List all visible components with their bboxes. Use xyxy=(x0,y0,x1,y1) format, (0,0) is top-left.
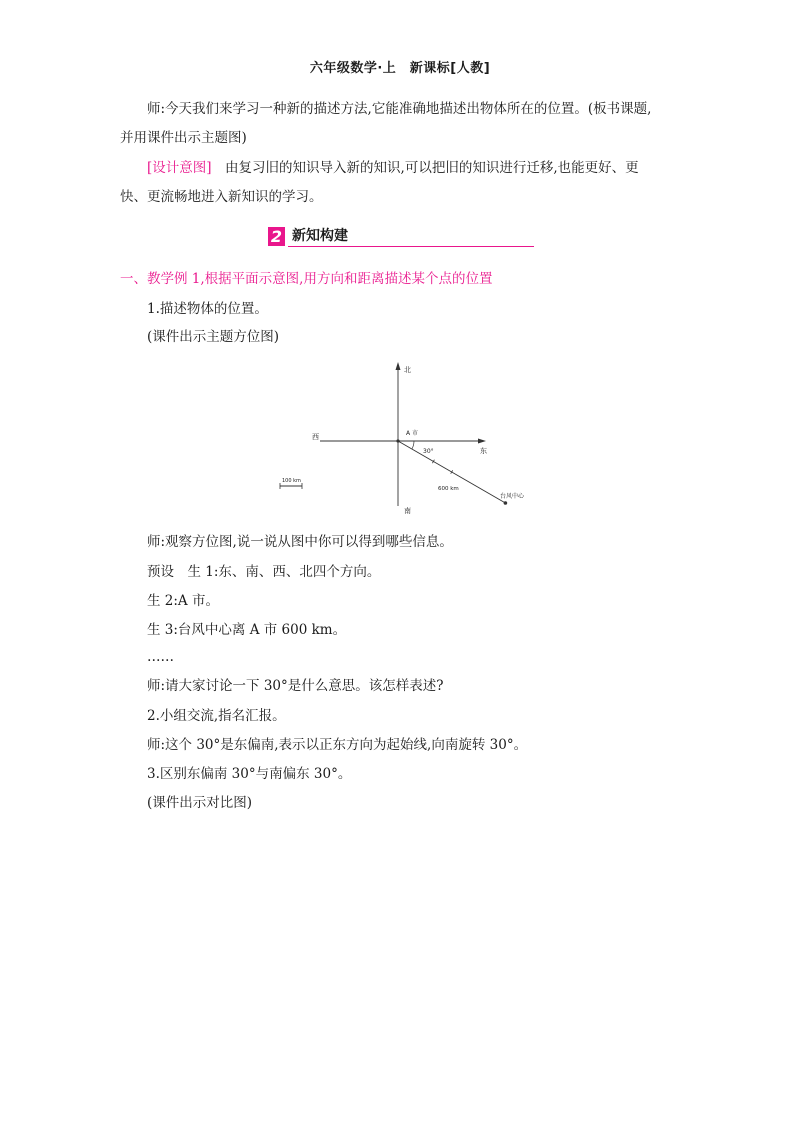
east-arrowhead xyxy=(478,439,486,444)
south-label: 南 xyxy=(404,507,411,515)
city-a-point xyxy=(396,439,399,442)
angle-arc xyxy=(412,441,414,449)
distance-label: 600 km xyxy=(438,486,459,492)
direction-diagram-svg xyxy=(282,358,550,518)
design-intent-text: 由复习旧的知识导入新的知识,可以把旧的知识进行迁移,也能更好、更 xyxy=(211,160,639,176)
city-a-label: A 市 xyxy=(406,430,419,437)
lesson-line: 预设 生 1:东、南、西、北四个方向。 xyxy=(147,564,381,580)
section-title: 新知构建 xyxy=(292,228,348,244)
lesson-line: 生 2:A 市。 xyxy=(147,593,219,609)
lesson-line: 2.小组交流,指名汇报。 xyxy=(147,708,286,724)
west-label: 西 xyxy=(312,433,319,441)
section-number-badge: 2 xyxy=(268,227,285,246)
page-header: 六年级数学·上 新课标[人教] xyxy=(309,61,491,76)
north-arrowhead xyxy=(396,362,401,370)
lesson-line: 1.描述物体的位置。 xyxy=(147,301,268,317)
section-divider xyxy=(288,246,534,247)
design-intent-line-1 xyxy=(147,159,639,177)
north-label: 北 xyxy=(404,366,411,374)
east-label: 东 xyxy=(480,447,487,455)
angle-label: 30° xyxy=(423,448,434,455)
typhoon-center-point xyxy=(504,501,508,505)
lesson-line: (课件出示对比图) xyxy=(147,795,253,811)
teacher-intro-line-1: 师:今天我们来学习一种新的描述方法,它能准确地描述出物体所在的位置。(板书课题, xyxy=(147,101,652,117)
direction-diagram xyxy=(282,358,550,518)
teacher-intro-line-2: 并用课件出示主题图) xyxy=(120,130,247,146)
ellipsis-line: …… xyxy=(147,649,174,665)
lesson-line: 师:请大家讨论一下 30°是什么意思。该怎样表述? xyxy=(147,678,444,694)
design-intent-line-2: 快、更流畅地进入新知识的学习。 xyxy=(120,189,323,205)
lesson-line: 师:这个 30°是东偏南,表示以正东方向为起始线,向南旋转 30°。 xyxy=(147,737,528,753)
typhoon-center-label: 台风中心 xyxy=(500,493,525,500)
lesson-line: (课件出示主题方位图) xyxy=(147,329,280,345)
lesson-line: 师:观察方位图,说一说从图中你可以得到哪些信息。 xyxy=(147,534,453,550)
scale-label: 100 km xyxy=(282,478,301,484)
section-banner xyxy=(268,226,534,248)
lesson-line: 生 3:台风中心离 A 市 600 km。 xyxy=(147,622,347,638)
lesson-heading: 一、教学例 1,根据平面示意图,用方向和距离描述某个点的位置 xyxy=(120,271,493,287)
design-intent-tag: [设计意图] xyxy=(147,160,212,176)
lesson-line: 3.区别东偏南 30°与南偏东 30°。 xyxy=(147,766,352,782)
